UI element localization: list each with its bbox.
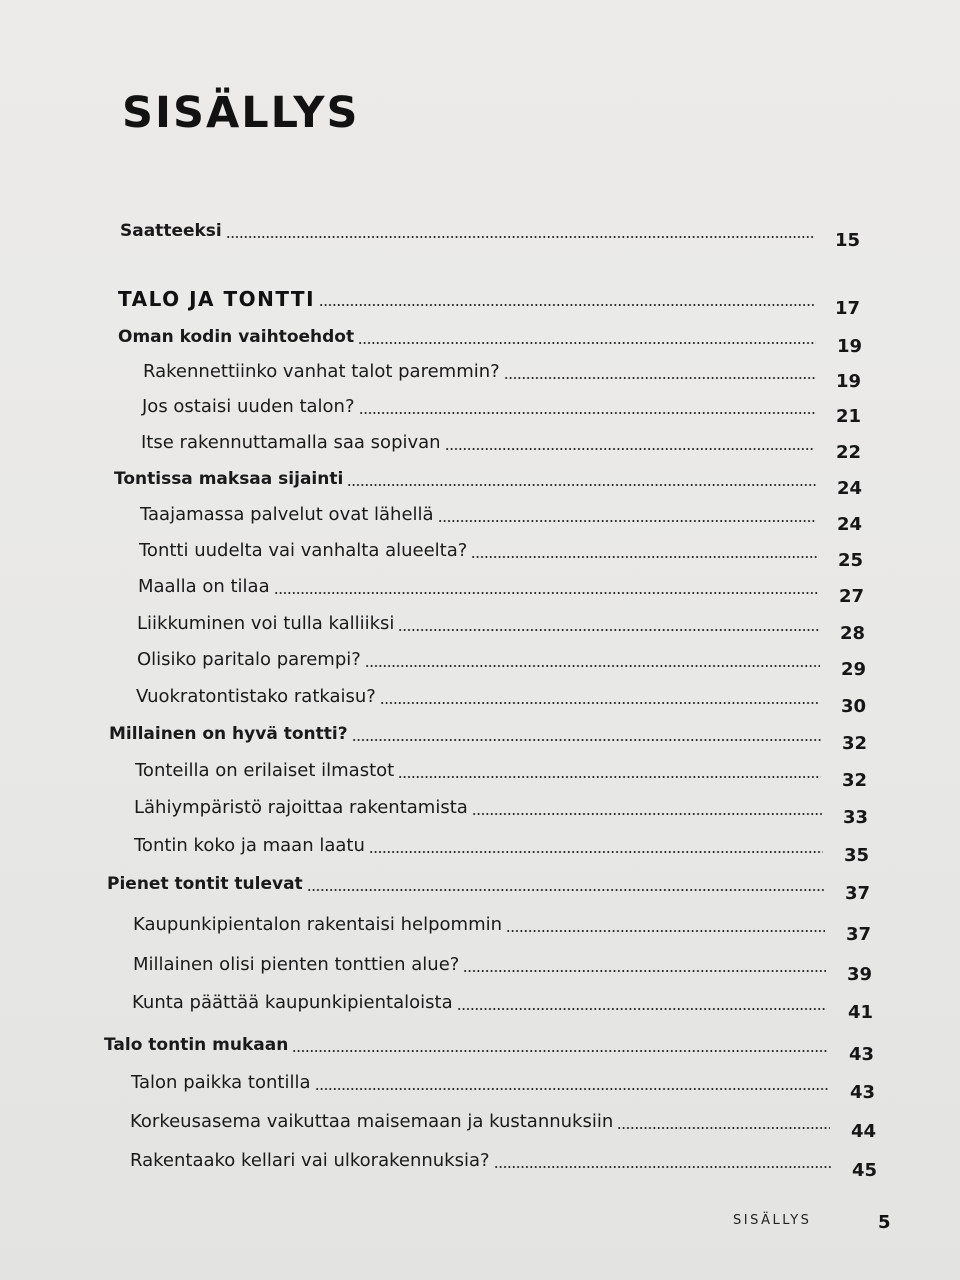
- toc-entry-title: Saatteeksi: [120, 221, 222, 241]
- toc-entry-title: Taajamassa palvelut ovat lähellä: [140, 504, 434, 525]
- dot-leader: [445, 447, 815, 451]
- toc-entry: [132, 988, 873, 1023]
- toc-page-number: 15: [834, 230, 860, 251]
- toc-entry-title: Korkeusasema vaikuttaa maisemaan ja kustannuksiin: [130, 1111, 614, 1132]
- toc-page-number: 32: [841, 770, 867, 791]
- dot-leader: [506, 929, 825, 933]
- dot-leader: [438, 519, 816, 523]
- toc-entry-title: Kaupunkipientalon rakentaisi helpommin: [133, 914, 503, 935]
- toc-entry-title: Millainen on hyvä tontti?: [109, 724, 348, 744]
- toc-page-number: 33: [842, 807, 868, 828]
- dot-leader: [292, 1049, 828, 1053]
- toc-entry-title: Oman kodin vaihtoehdot: [118, 327, 355, 347]
- toc-page-number: 37: [845, 924, 871, 945]
- dot-leader: [380, 701, 820, 705]
- dot-leader: [398, 775, 821, 779]
- toc-entry-title: Talo tontin mukaan: [104, 1035, 289, 1055]
- toc-page-number: 30: [840, 696, 866, 717]
- toc-page-number: 41: [847, 1002, 873, 1023]
- toc-entry-title: Olisiko paritalo parempi?: [137, 649, 361, 670]
- toc-entry: [136, 682, 866, 717]
- dot-leader: [352, 738, 821, 742]
- toc-page-number: 29: [840, 659, 866, 680]
- toc-page-number: 35: [843, 845, 869, 866]
- toc-entry-title: Tontti uudelta vai vanhalta alueelta?: [139, 540, 468, 561]
- toc-entry: [130, 1107, 876, 1142]
- running-head: SISÄLLYS: [733, 1213, 812, 1228]
- toc-entry: [137, 645, 866, 680]
- toc-page-number: 45: [851, 1160, 877, 1181]
- toc-entry-title: Pienet tontit tulevat: [107, 874, 303, 894]
- toc-entry-title: Vuokratontistako ratkaisu?: [136, 686, 376, 707]
- dot-leader: [463, 969, 826, 973]
- dot-leader: [274, 591, 818, 595]
- toc-entry: [139, 536, 863, 571]
- toc-entry-title: Maalla on tilaa: [138, 576, 270, 597]
- dot-leader: [472, 812, 822, 816]
- dot-leader: [358, 341, 816, 345]
- toc-entry: [142, 392, 861, 427]
- toc-entry: [140, 500, 862, 535]
- dot-leader: [471, 555, 817, 559]
- toc-entry: [104, 1030, 874, 1065]
- toc-entry-title: Rakennettiinko vanhat talot paremmin?: [143, 361, 500, 382]
- toc-page-number: 21: [835, 406, 861, 427]
- toc-entry: [107, 869, 870, 904]
- page-title: SISÄLLYS: [122, 88, 360, 138]
- toc-entry-title: Kunta päättää kaupunkipientaloista: [132, 992, 453, 1013]
- toc-entry: [133, 950, 872, 985]
- toc-entry-title: Itse rakennuttamalla saa sopivan: [141, 432, 441, 453]
- dot-leader: [617, 1126, 830, 1130]
- toc-page-number: 39: [846, 964, 872, 985]
- dot-leader: [398, 628, 819, 632]
- toc-entry: [134, 831, 869, 866]
- toc-entry: [120, 216, 860, 251]
- toc-page-number: 24: [836, 478, 862, 499]
- toc-page-number: 37: [844, 883, 870, 904]
- toc-page-number: 43: [849, 1082, 875, 1103]
- toc-entry: [118, 284, 860, 319]
- toc-page-number: 19: [836, 336, 862, 357]
- toc-entry-title: TALO JA TONTTI: [118, 287, 316, 311]
- toc-page-number: 28: [839, 623, 865, 644]
- toc-entry-title: Jos ostaisi uuden talon?: [142, 396, 355, 417]
- dot-leader: [226, 235, 814, 239]
- dot-leader: [315, 1087, 830, 1091]
- dot-leader: [319, 303, 814, 307]
- dot-leader: [359, 411, 815, 415]
- toc-entry: [134, 793, 868, 828]
- toc-page-number: 43: [848, 1044, 874, 1065]
- toc-entry-title: Talon paikka tontilla: [131, 1072, 311, 1093]
- dot-leader: [365, 664, 820, 668]
- dot-leader: [494, 1165, 831, 1169]
- dot-leader: [307, 888, 824, 892]
- toc-page-number: 19: [835, 371, 861, 392]
- toc-page-number: 25: [837, 550, 863, 571]
- toc-entry: [109, 719, 867, 754]
- toc-entry-title: Tontissa maksaa sijainti: [114, 469, 344, 489]
- toc-page-number: 17: [834, 298, 860, 319]
- folio-page-number: 5: [878, 1212, 891, 1233]
- toc-entry: [118, 322, 862, 357]
- toc-page-number: 24: [836, 514, 862, 535]
- toc-entry-title: Tonteilla on erilaiset ilmastot: [135, 760, 395, 781]
- dot-leader: [457, 1007, 827, 1011]
- toc-page-number: 22: [835, 442, 861, 463]
- toc-entry: [135, 756, 867, 791]
- toc-entry-title: Rakentaako kellari vai ulkorakennuksia?: [130, 1150, 490, 1171]
- dot-leader: [504, 376, 815, 380]
- toc-entry: [114, 464, 862, 499]
- toc-entry-title: Lähiympäristö rajoittaa rakentamista: [134, 797, 468, 818]
- toc-page-number: 32: [841, 733, 867, 754]
- toc-entry: [143, 357, 861, 392]
- toc-entry: [133, 910, 871, 945]
- toc-entry-title: Millainen olisi pienten tonttien alue?: [133, 954, 460, 975]
- dot-leader: [369, 850, 823, 854]
- toc-entry: [130, 1146, 877, 1181]
- toc-entry: [141, 428, 861, 463]
- toc-entry: [138, 572, 864, 607]
- toc-entry: [131, 1068, 875, 1103]
- dot-leader: [347, 483, 816, 487]
- toc-entry-title: Liikkuminen voi tulla kalliiksi: [137, 613, 395, 634]
- toc-entry-title: Tontin koko ja maan laatu: [134, 835, 365, 856]
- toc-page-number: 44: [850, 1121, 876, 1142]
- toc-entry: [137, 609, 865, 644]
- toc-page-number: 27: [838, 586, 864, 607]
